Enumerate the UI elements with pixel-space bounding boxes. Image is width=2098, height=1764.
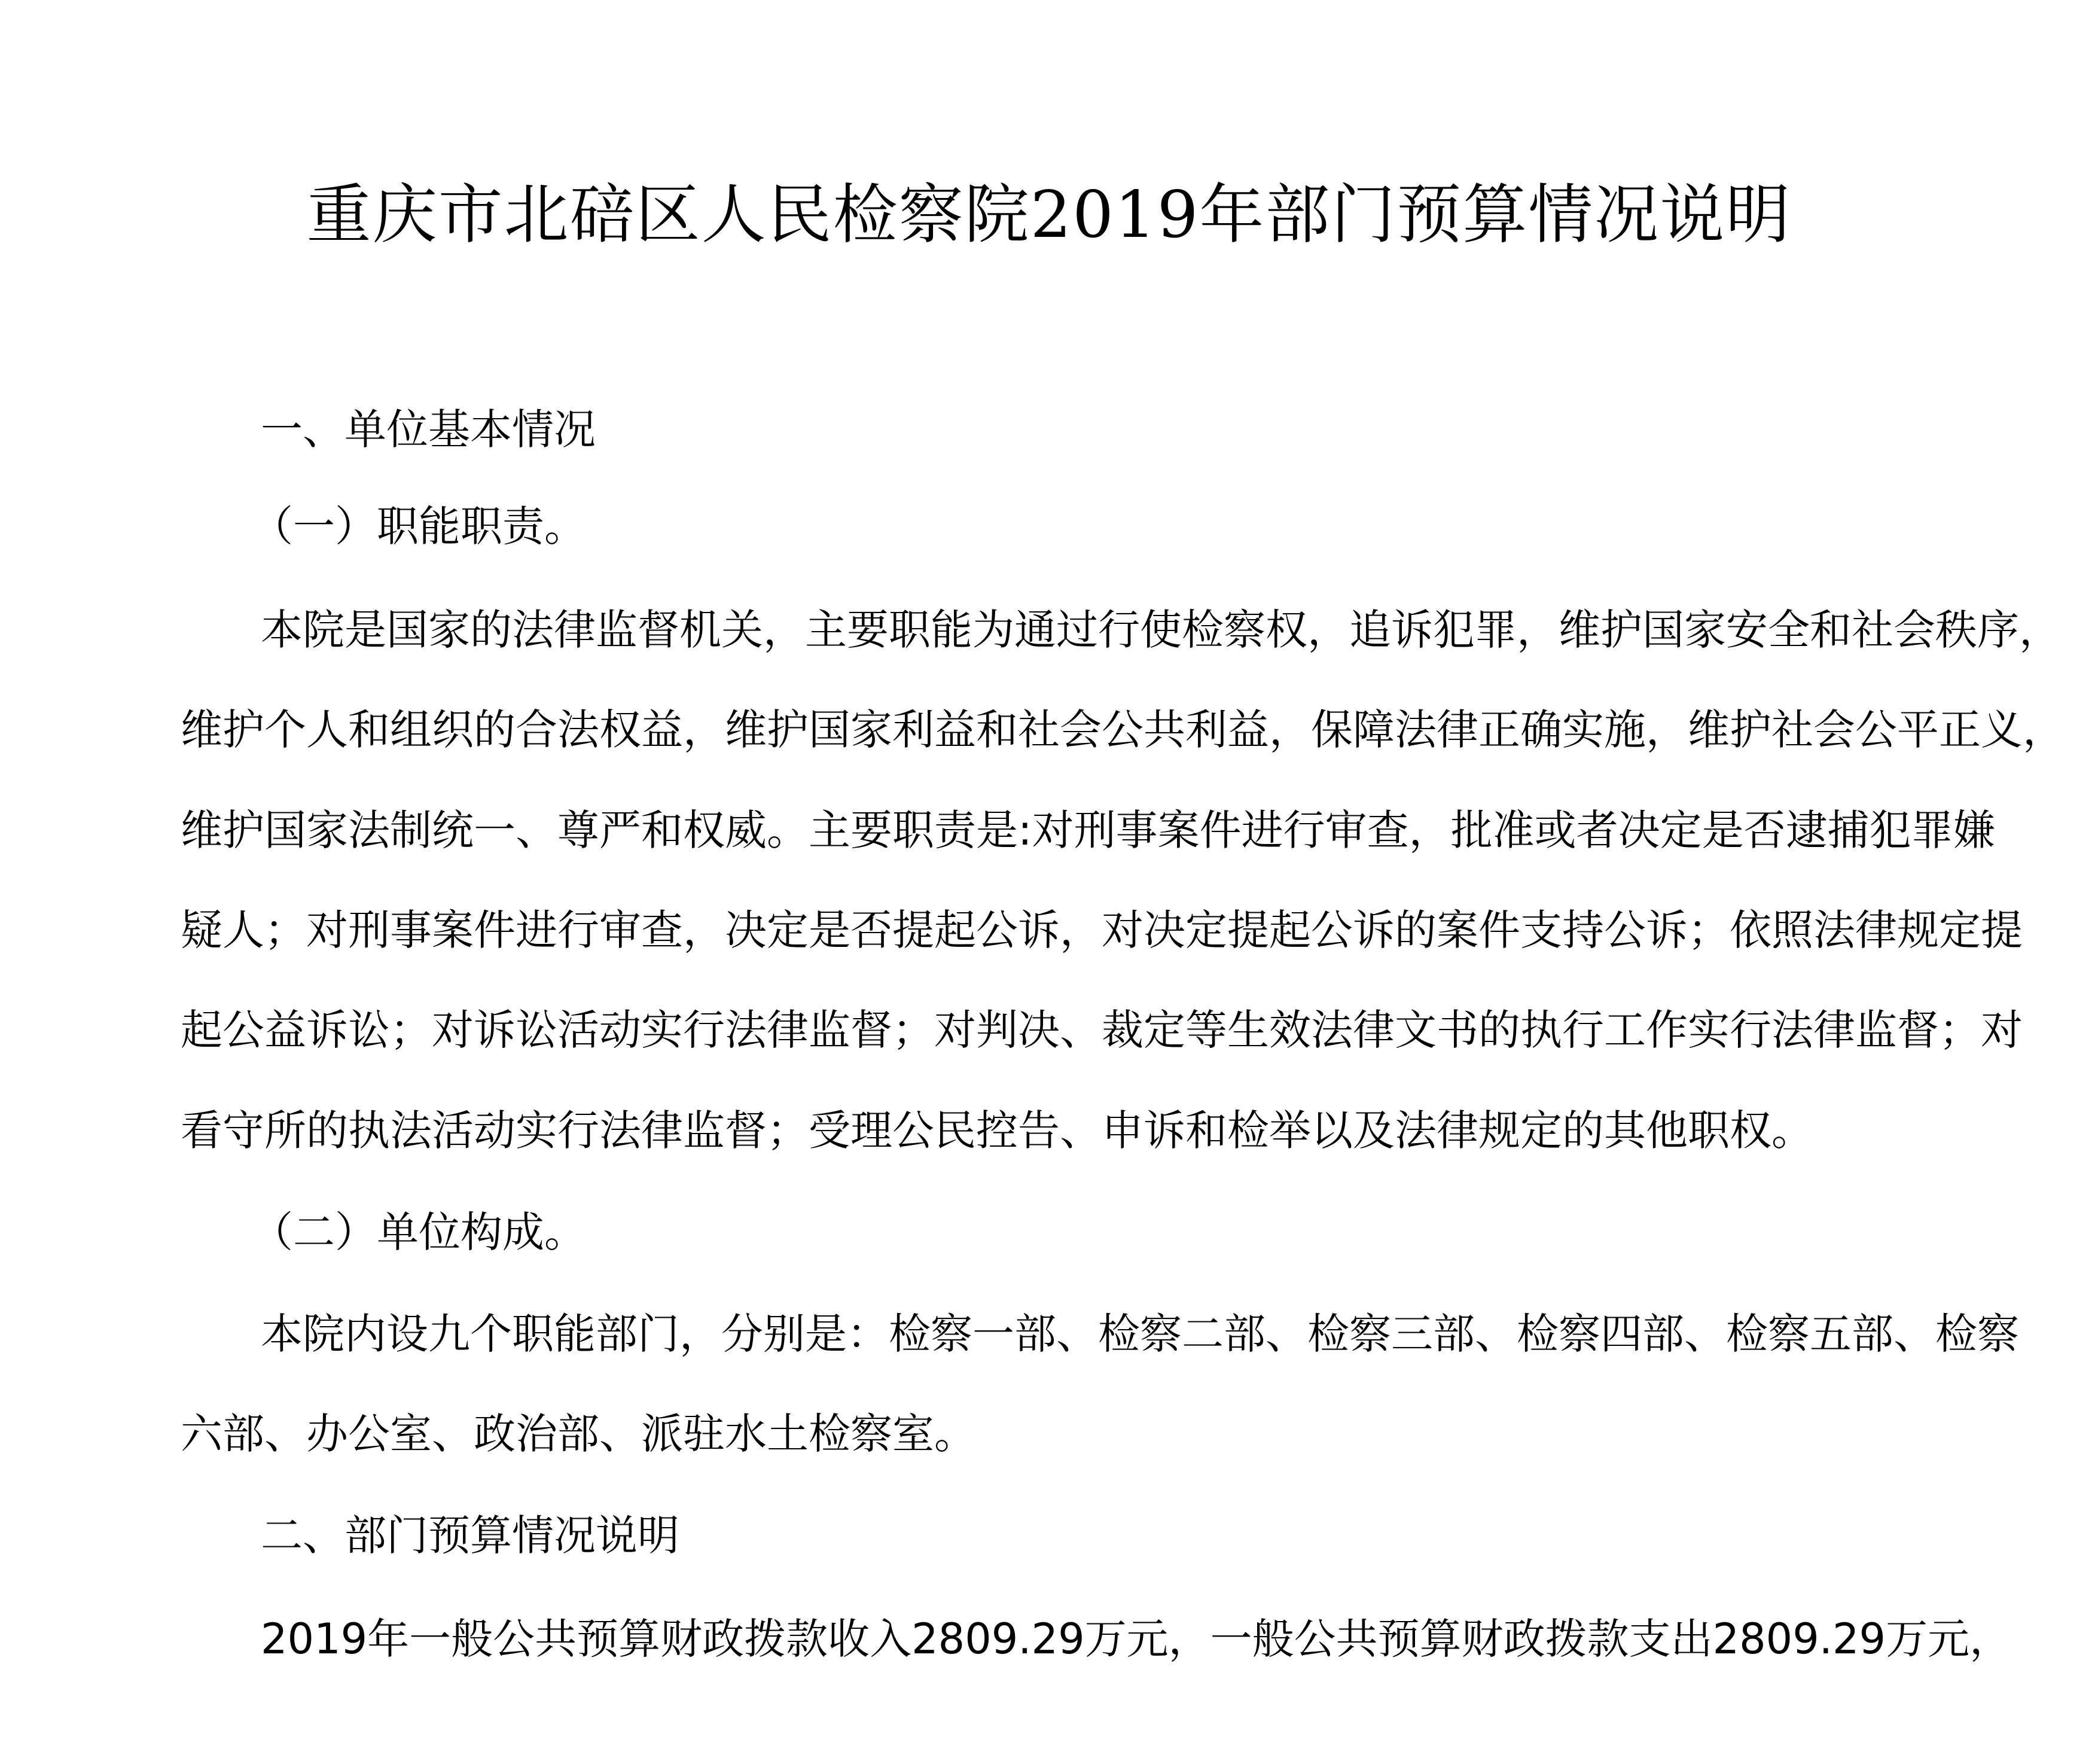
paragraph-line-functions-1: 本院是国家的法律监督机关，主要职能为通过行使检察权，追诉犯罪，维护国家安全和社会秩序， [261,605,2061,654]
document-title: 重庆市北碚区人民检察院2019年部门预算情况说明 [306,178,1792,252]
paragraph-line-budget-1: 2019年一般公共预算财政拨款收入2809.29万元，一般公共预算财政拨款支出2809.29万元， [261,1614,2012,1664]
paragraph-line-structure-2: 六部、办公室、政治部、派驻水土检察室。 [181,1409,976,1458]
section-heading-basic-info: 一、单位基本情况 [261,405,596,454]
paragraph-line-functions-2: 维护个人和组织的合法权益，维护国家利益和社会公共利益，保障法律正确实施，维护社会公平正义， [181,705,2065,754]
subheading-functions: （一）职能职责。 [251,502,586,551]
paragraph-line-structure-1: 本院内设九个职能部门，分别是：检察一部、检察二部、检察三部、检察四部、检察五部、检察 [261,1309,2019,1358]
paragraph-line-functions-6: 看守所的执法活动实行法律监督；受理公民控告、申诉和检举以及法律规定的其他职权。 [181,1106,1813,1155]
paragraph-line-functions-4: 疑人；对刑事案件进行审查，决定是否提起公诉，对决定提起公诉的案件支持公诉；依照法律规定提 [181,906,2023,955]
paragraph-line-functions-3: 维护国家法制统一、尊严和权威。主要职责是:对刑事案件进行审查，批准或者决定是否逮捕犯罪嫌 [181,806,1995,855]
section-heading-budget: 二、部门预算情况说明 [261,1511,679,1560]
paragraph-line-functions-5: 起公益诉讼；对诉讼活动实行法律监督；对判决、裁定等生效法律文书的执行工作实行法律监督；对 [181,1006,2023,1055]
subheading-structure: （二）单位构成。 [251,1208,586,1257]
